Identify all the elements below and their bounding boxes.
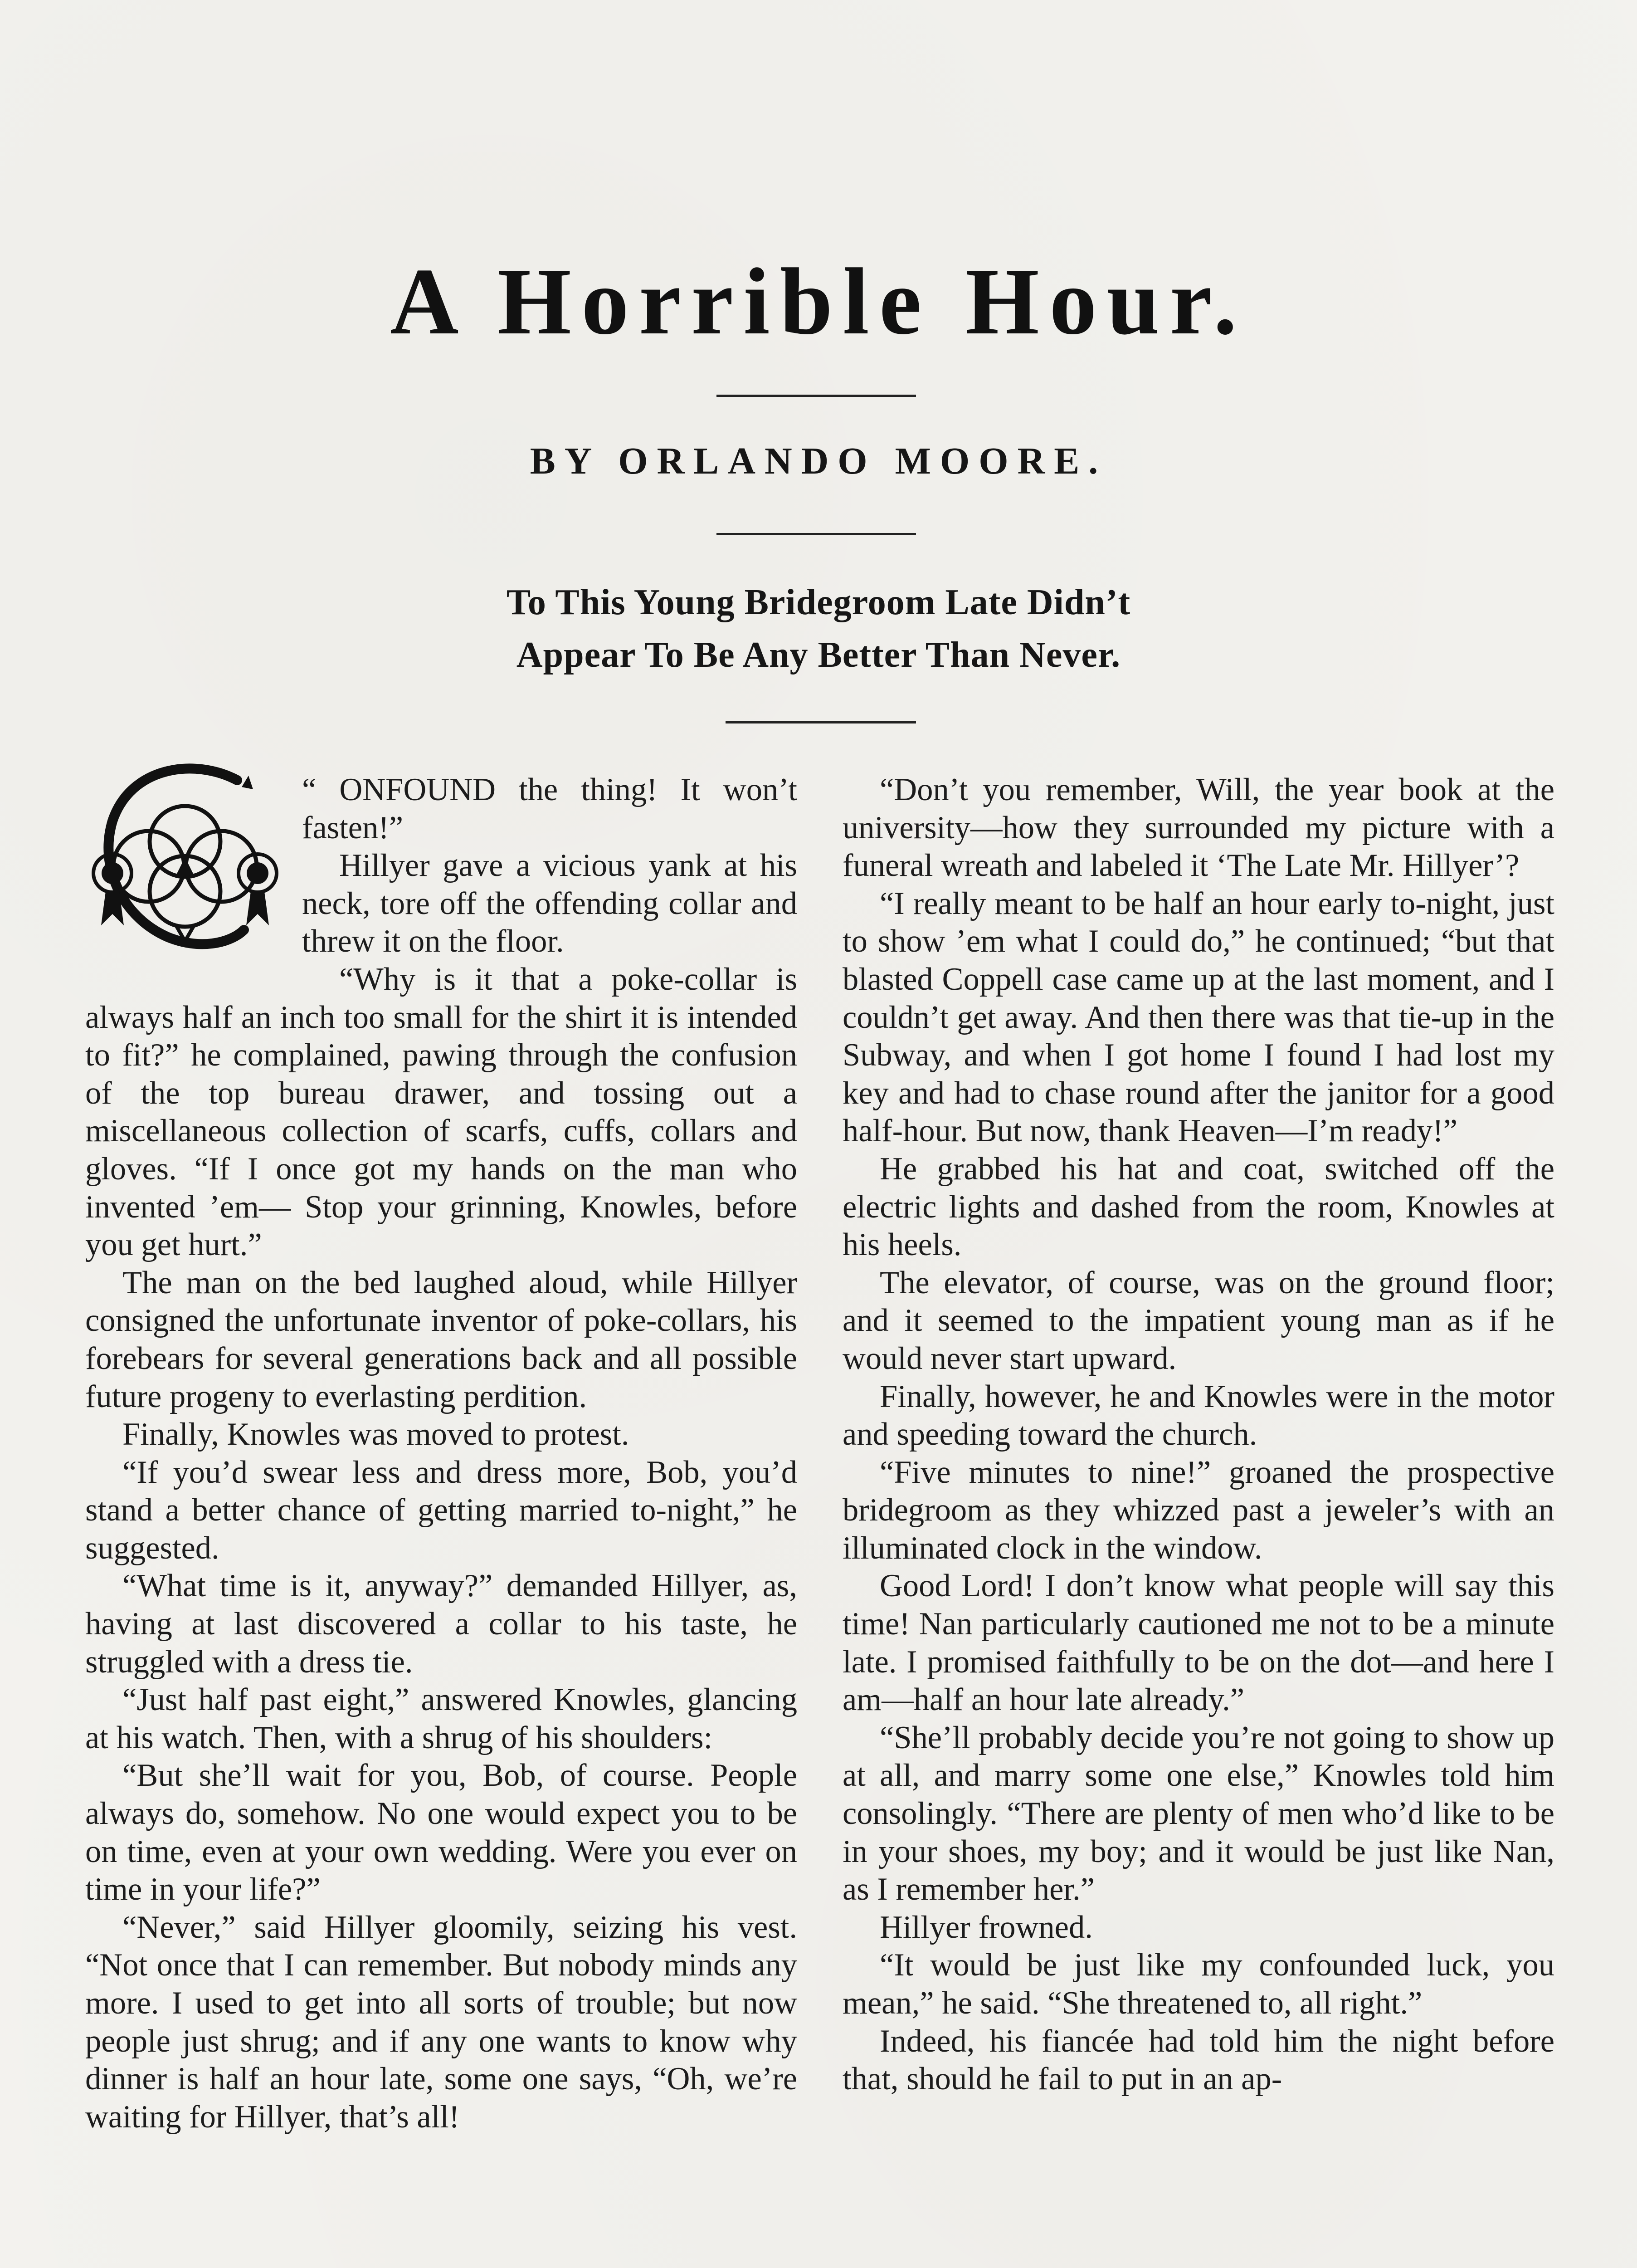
paragraph: The man on the bed laughed aloud, while Hillyer consigned the unfortunate inventor of poke-collars, his forebears for several generations back and all possible future progeny to everlasting perdition.: [85, 1265, 797, 1414]
subtitle-line-2: Appear To Be Any Better Than Never.: [516, 635, 1121, 675]
paragraph: Good Lord! I don’t know what people will say this time! Nan particularly cautioned me not to be a minute late. I promised faithfully to be on the dot—and here I am—half an hour late already.”: [843, 1568, 1554, 1718]
paragraph: “Five minutes to nine!” groaned the prospective bridegroom as they whizzed past a jeweler’s with an illuminated clock in the window.: [843, 1454, 1554, 1566]
paragraph: Indeed, his fiancée had told him the night before that, should he fail to put in an ap-: [843, 2023, 1554, 2097]
paragraph: He grabbed his hat and coat, switched off the electric lights and dashed from the room, Knowles at his heels.: [843, 1151, 1554, 1263]
paragraph: “Why is it that a poke-collar is always half an inch too small for the shirt it is intended to fit?” he complained, pawing through the confusion of the top bureau drawer, and tossing out a miscellaneous collection of scarfs, cuffs, collars and gloves. “If I once got my hands on the man who invented ’em— Stop your grinning, Knowles, before you get hurt.”: [85, 961, 797, 1263]
paragraph: “ ONFOUND the thing! It won’t fasten!”: [302, 772, 797, 846]
paragraph: Hillyer frowned.: [880, 1909, 1093, 1945]
paragraph: “Don’t you remember, Will, the year book at the university—how they surrounded my picture with a funeral wreath and labeled it ‘The Late Mr. Hillyer’?: [843, 772, 1554, 884]
author-byline: BY ORLANDO MOORE.: [530, 440, 1107, 482]
right-column: [843, 771, 1554, 2098]
left-column: [85, 771, 797, 2136]
paragraph: Hillyer gave a vicious yank at his neck, tore off the offending collar and threw it on the floor.: [302, 848, 797, 959]
paragraph: “She’ll probably decide you’re not going to show up at all, and marry some one else,” Knowles told him consolingly. “There are plenty of men who’d like to be in your shoes, my boy; and it would be just like Nan, as I remember her.”: [843, 1720, 1554, 1907]
paragraph: “It would be just like my confounded luck, you mean,” he said. “She threatened to, all right.”: [843, 1947, 1554, 2021]
paragraph: The elevator, of course, was on the ground floor; and it seemed to the impatient young man as if he would never start upward.: [843, 1265, 1554, 1376]
byline-rule: [716, 533, 916, 535]
paragraph: Finally, Knowles was moved to protest.: [122, 1417, 629, 1452]
subtitle-line-1: To This Young Bridegroom Late Didn’t: [506, 582, 1131, 622]
story-subtitle: [0, 576, 1637, 681]
subtitle-rule: [726, 721, 916, 723]
ornamental-drop-cap-c-icon: [81, 762, 289, 957]
paragraph: “But she’ll wait for you, Bob, of course. People always do, somehow. No one would expect you to be on time, even at your own wedding. Were you ever on time in your life?”: [85, 1758, 797, 1907]
paragraph: “If you’d swear less and dress more, Bob, you’d stand a better chance of getting married to-night,” he suggested.: [85, 1454, 797, 1566]
paragraph: “Just half past eight,” answered Knowles, glancing at his watch. Then, with a shrug of his shoulders:: [85, 1682, 797, 1755]
paragraph: “Never,” said Hillyer gloomily, seizing his vest. “Not once that I can remember. But nobody minds any more. I used to get into all sorts of trouble; but now people just shrug; and if any one wants to know why dinner is half an hour late, some one says, “Oh, we’re waiting for Hillyer, that’s all!: [85, 1909, 797, 2135]
paragraph: Finally, however, he and Knowles were in the motor and speeding toward the church.: [843, 1378, 1554, 1452]
paragraph: “What time is it, anyway?” demanded Hillyer, as, having at last discovered a collar to his taste, he struggled with a dress tie.: [85, 1568, 797, 1680]
paragraph: “I really meant to be half an hour early to-night, just to show ’em what I could do,” he continued; “but that blasted Coppell case came up at the last moment, and I couldn’t get away. And then there was that tie-up in the Subway, and when I got home I found I had lost my key and had to chase round after the janitor for a good half-hour. But now, thank Heaven—I’m ready!”: [843, 885, 1554, 1149]
story-title: A Horrible Hour.: [390, 249, 1247, 354]
title-rule: [716, 395, 916, 397]
